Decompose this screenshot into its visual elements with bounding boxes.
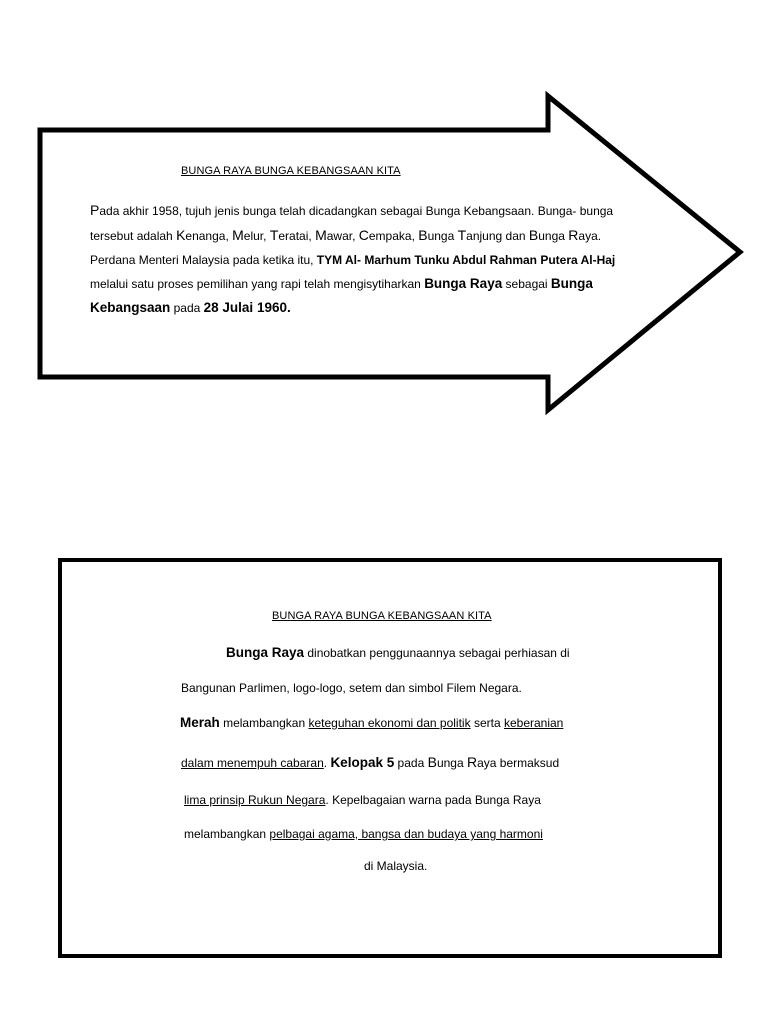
arrow-line-5: Kebangsaan pada 28 Julai 1960. [90, 300, 291, 315]
arrow-paragraph [90, 198, 680, 320]
box-title: BUNGA RAYA BUNGA KEBANGSAAN KITA [272, 610, 492, 622]
box-line-2: Bangunan Parlimen, logo-logo, setem dan simbol Filem Negara. [181, 681, 522, 695]
arrow-line-1: Pada akhir 1958, tujuh jenis bunga telah dicadangkan sebagai Bunga Kebangsaan. Bunga- bunga [90, 202, 614, 218]
box-line-7: di Malaysia. [364, 859, 428, 873]
arrow-line-3: Perdana Menteri Malaysia pada ketika itu, TYM Al- Marhum Tunku Abdul Rahman Putera Al-Haj [90, 253, 616, 267]
box-line-4: dalam menempuh cabaran. Kelopak 5 pada Bunga Raya bermaksud [181, 754, 560, 770]
arrow-line-4: melalui satu proses pemilihan yang rapi telah mengisytiharkan Bunga Raya sebagai Bunga [90, 276, 593, 291]
box-line-1: Bunga Raya dinobatkan penggunaannya sebagai perhiasan di [226, 645, 570, 660]
box-line-3: Merah melambangkan keteguhan ekonomi dan politik serta keberanian [180, 715, 564, 730]
box-line-5: lima prinsip Rukun Negara. Kepelbagaian warna pada Bunga Raya [184, 793, 541, 807]
box-line-6: melambangkan pelbagai agama, bangsa dan budaya yang harmoni [184, 827, 543, 841]
arrow-line-2: tersebut adalah Kenanga, Melur, Teratai, Mawar, Cempaka, Bunga Tanjung dan Bunga Raya. [90, 227, 602, 243]
arrow-title: BUNGA RAYA BUNGA KEBANGSAAN KITA [181, 165, 401, 177]
